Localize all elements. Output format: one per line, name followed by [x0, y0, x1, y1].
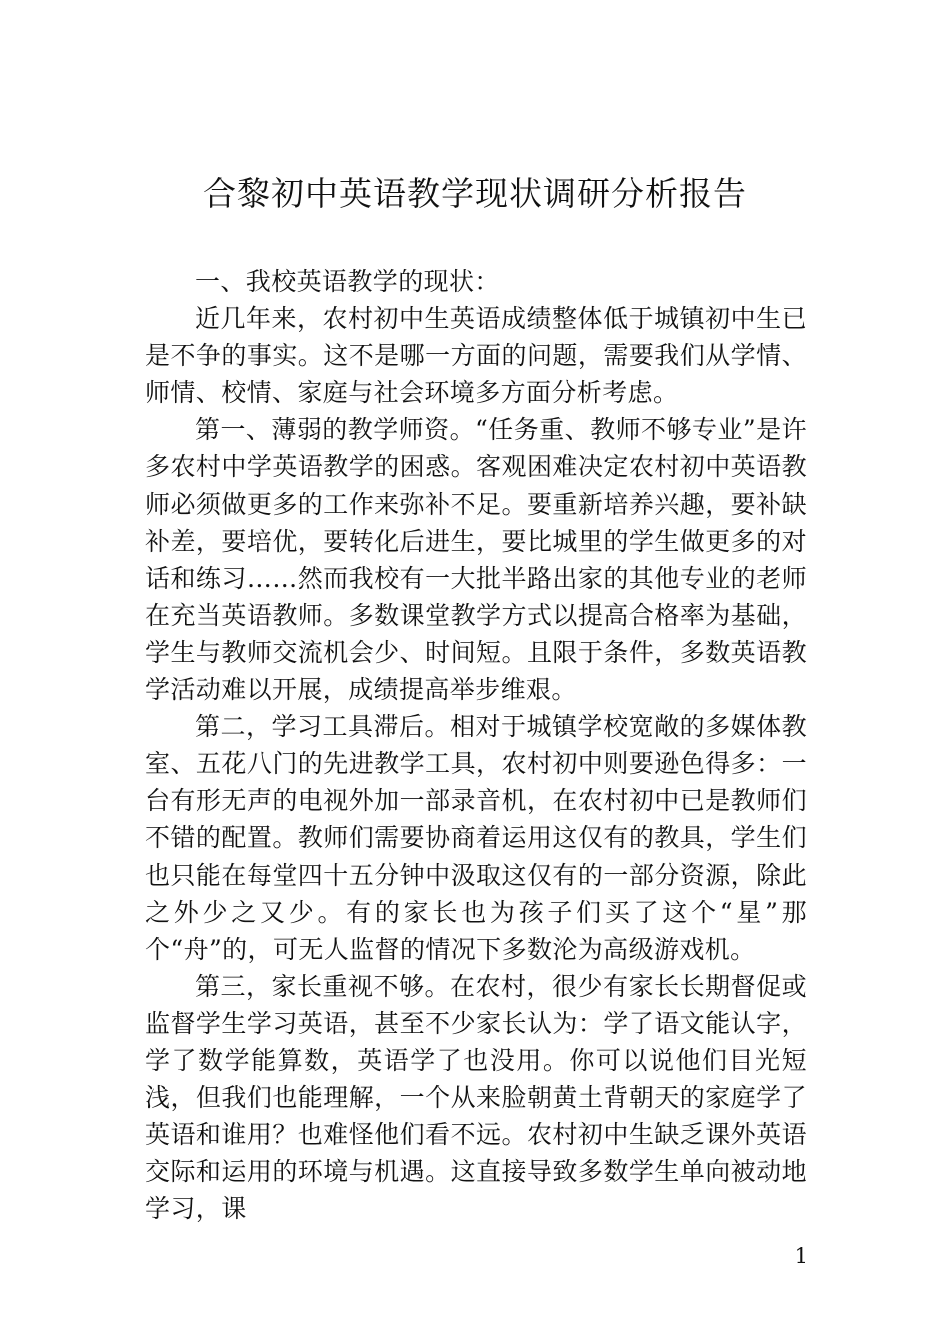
document-body	[145, 263, 807, 1227]
document-title: 合黎初中英语教学现状调研分析报告	[203, 174, 747, 213]
paragraph-intro: 近几年来，农村初中生英语成绩整体低于城镇初中生已是不争的事实。这不是哪一方面的问题，需要我们从学情、师情、校情、家庭与社会环境多方面分析考虑。	[145, 304, 807, 408]
paragraph-parental-attention: 第三，家长重视不够。在农村，很少有家长长期督促或监督学生学习英语，甚至不少家长认为：学了语文能认字，学了数学能算数，英语学了也没用。你可以说他们目光短浅，但我们也能理解，一个从来脸朝黄土背朝天的家庭学了英语和谁用？也难怪他们看不远。农村初中生缺乏课外英语交际和运用的环境与机遇。这直接导致多数学生单向被动地学习，课	[145, 971, 807, 1224]
section-heading: 一、我校英语教学的现状：	[195, 267, 500, 296]
page-number: 1	[794, 1244, 808, 1268]
paragraph-teaching-staff: 第一、薄弱的教学师资。“任务重、教师不够专业”是许多农村中学英语教学的困惑。客观困难决定农村初中英语教师必须做更多的工作来弥补不足。要重新培养兴趣，要补缺补差，要培优，要转化后进生，要比城里的学生做更多的对话和练习……然而我校有一大批半路出家的其他专业的老师在充当英语教师。多数课堂教学方式以提高合格率为基础，学生与教师交流机会少、时间短。且限于条件，多数英语教学活动难以开展，成绩提高举步维艰。	[145, 415, 807, 705]
paragraph-learning-tools: 第二，学习工具滞后。相对于城镇学校宽敞的多媒体教室、五花八门的先进教学工具，农村初中则要逊色得多：一台有形无声的电视外加一部录音机，在农村初中已是教师们不错的配置。教师们需要协商着运用这仅有的教具，学生们也只能在每堂四十五分钟中汲取这仅有的一部分资源，除此之外少之又少。有的家长也为孩子们买了这个“星”那个“舟”的，可无人监督的情况下多数沦为高级游戏机。	[145, 712, 807, 964]
